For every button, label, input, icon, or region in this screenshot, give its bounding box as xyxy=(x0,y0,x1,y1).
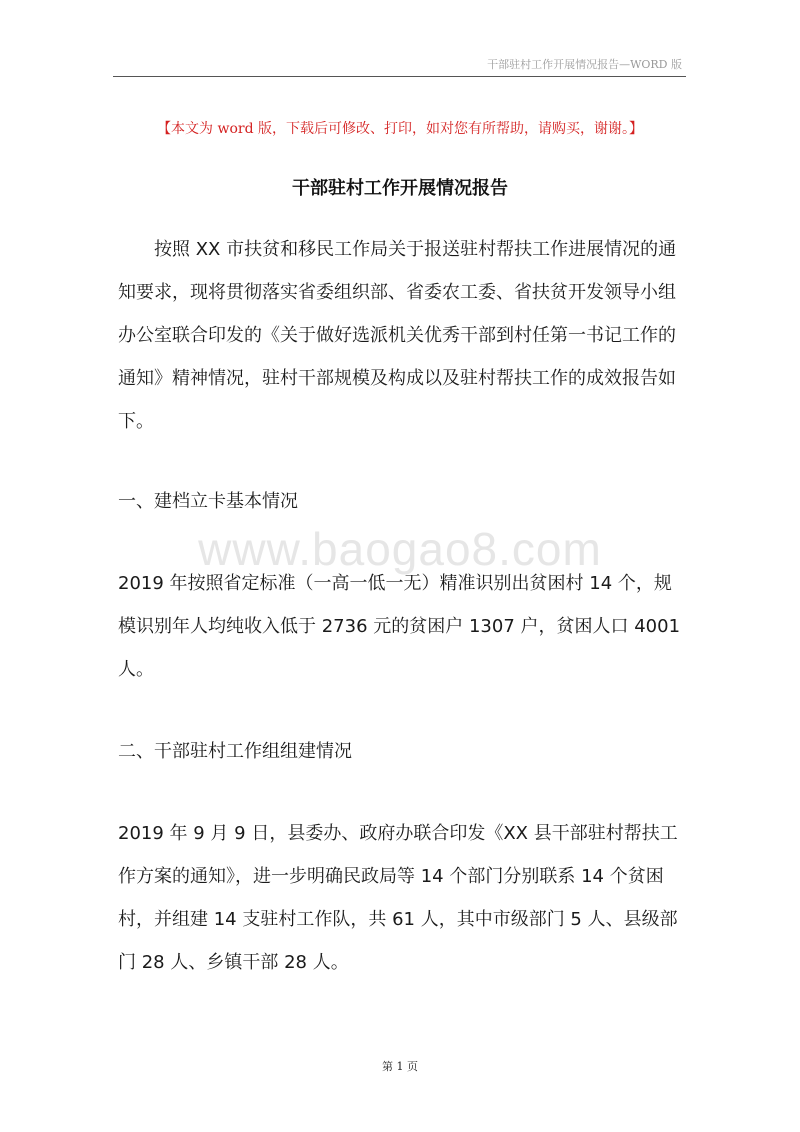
running-header: 干部驻村工作开展情况报告—WORD 版 xyxy=(487,58,682,71)
section-heading-1-text: 一、建档立卡基本情况 xyxy=(118,491,298,512)
watermark: www.baogao8.com xyxy=(198,523,602,575)
page-number: 第 1 页 xyxy=(382,1060,418,1073)
section-body-1 xyxy=(118,562,684,691)
purchase-notice: 【本文为 word 版，下载后可修改、打印，如对您有所帮助，请购买，谢谢。】 xyxy=(157,121,643,137)
intro-text: 按照 XX 市扶贫和移民工作局关于报送驻村帮扶工作进展情况的通知要求，现将贯彻落实省委组织部、省委农工委、省扶贫开发领导小组办公室联合印发的《关于做好选派机关优秀干部到村任第一书记工作的通知》精神情况，驻村干部规模及构成以及驻村帮扶工作的成效报告如下。 xyxy=(118,239,677,432)
document-title: 干部驻村工作开展情况报告 xyxy=(292,178,508,199)
section-body-2 xyxy=(118,812,684,984)
section-heading-2-text: 二、干部驻村工作组组建情况 xyxy=(118,741,352,762)
header-divider xyxy=(113,76,686,77)
intro-paragraph xyxy=(118,228,684,443)
section-heading-1 xyxy=(118,480,684,523)
section-body-1-text: 2019 年按照省定标准（一高一低一无）精准识别出贫困村 14 个，规模识别年人均纯收入低于 2736 元的贫困户 1307 户，贫困人口 4001 人。 xyxy=(118,573,681,680)
section-heading-2 xyxy=(118,730,684,773)
section-body-2-text: 2019 年 9 月 9 日，县委办、政府办联合印发《XX 县干部驻村帮扶工作方案的通知》，进一步明确民政局等 14 个部门分别联系 14 个贫困村，并组建 14 支驻村工作队，共 61 人，其中市级部门 5 人、县级部门 28 人、乡镇干部 28 人。 xyxy=(118,823,678,973)
